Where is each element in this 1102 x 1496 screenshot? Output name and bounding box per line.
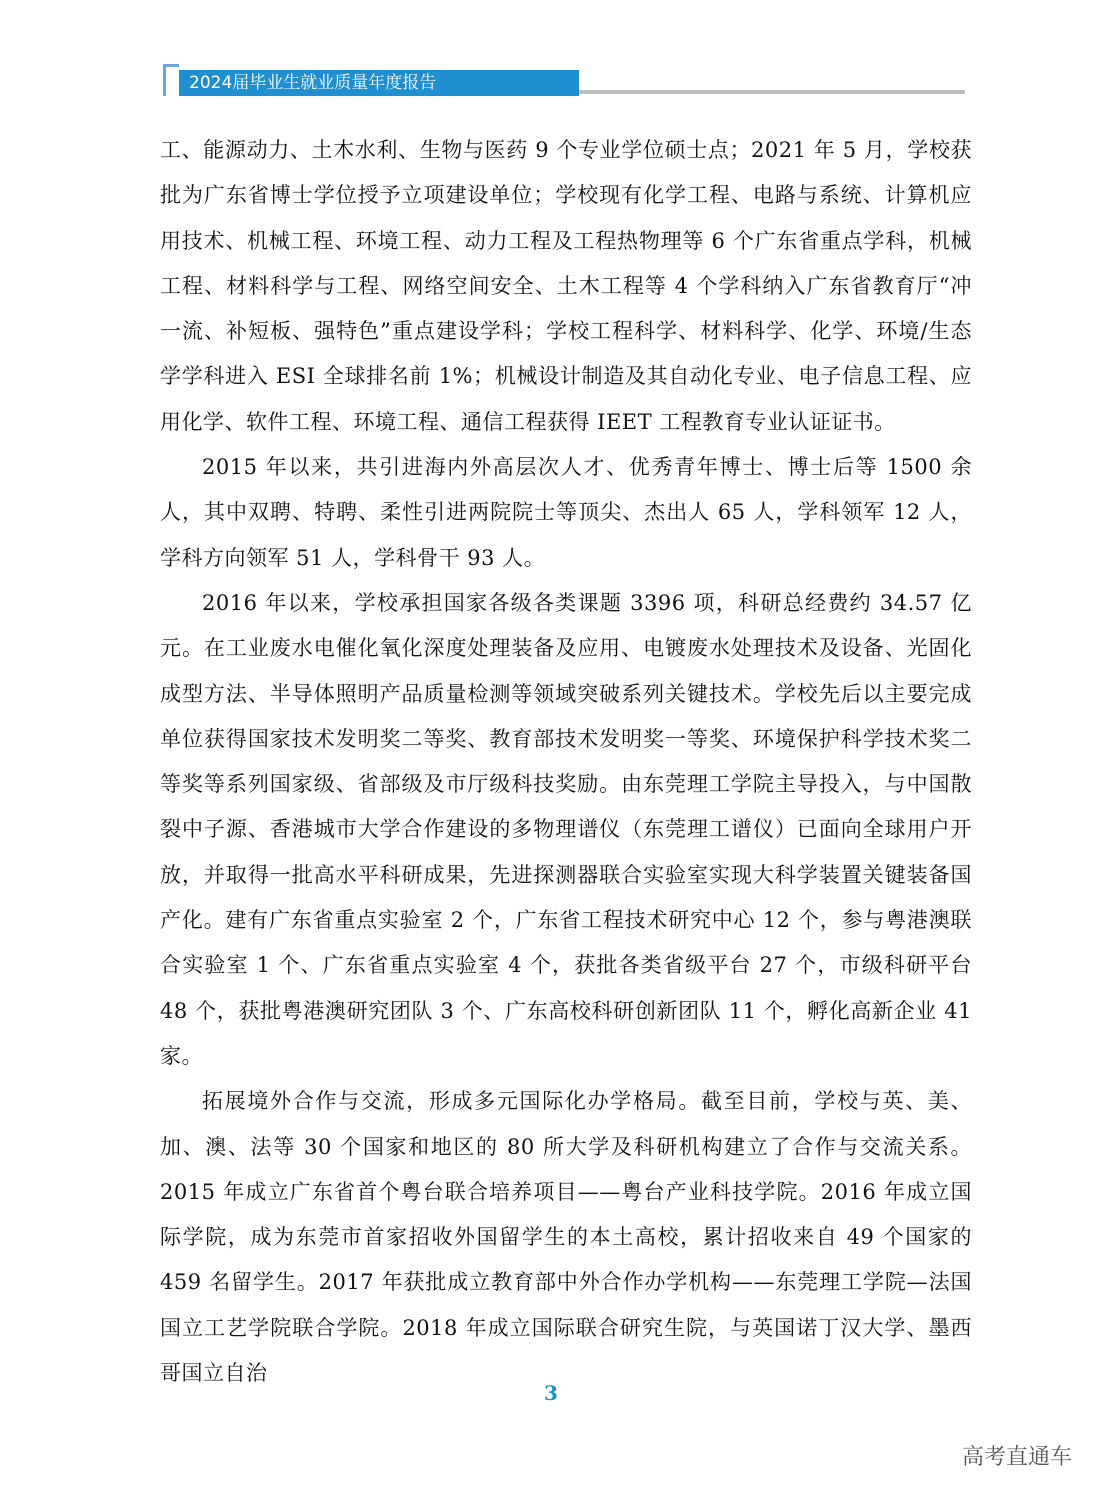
paragraph-disciplines: 工、能源动力、土木水利、生物与医药 9 个专业学位硕士点；2021 年 5 月，学校获批为广东省博士学位授予立项建设单位；学校现有化学工程、电路与系统、计算机应用技术、机械工程、环境工程、动力工程及工程热物理等 6 个广东省重点学科，机械工程、材料科学与工程、网络空间安全、土木工程等 4 个学科纳入广东省教育厅“冲一流、补短板、强特色”重点建设学科；学校工程科学、材料科学、化学、环境/生态学学科进入 ESI 全球排名前 1%；机械设计制造及其自动化专业、电子信息工程、应用化学、软件工程、环境工程、通信工程获得 IEET 工程教育专业认证证书。 xyxy=(160,138,972,434)
paragraph-international: 拓展境外合作与交流，形成多元国际化办学格局。截至目前，学校与英、美、加、澳、法等 30 个国家和地区的 80 所大学及科研机构建立了合作与交流关系。2015 年成立广东省首个粤台联合培养项目——粤台产业科技学院。2016 年成立国际学院，成为东莞市首家招收外国留学生的本土高校，累计招收来自 49 个国家的 459 名留学生。2017 年获批成立教育部中外合作办学机构——东莞理工学院—法国国立工艺学院联合学院。2018 年成立国际联合研究生院，与英国诺丁汉大学、墨西哥国立自治 xyxy=(160,1089,972,1386)
page-number: 3 xyxy=(544,1381,558,1405)
paragraph-talent: 2015 年以来，共引进海内外高层次人才、优秀青年博士、博士后等 1500 余人，其中双聘、特聘、柔性引进两院院士等顶尖、杰出人 65 人，学科领军 12 人，学科方向领军 51 人，学科骨干 93 人。 xyxy=(160,455,972,570)
paragraph-research: 2016 年以来，学校承担国家各级各类课题 3396 项，科研总经费约 34.57 亿元。在工业废水电催化氧化深度处理装备及应用、电镀废水处理技术及设备、光固化成型方法、半导体照明产品质量检测等领域突破系列关键技术。学校先后以主要完成单位获得国家技术发明奖二等奖、教育部技术发明奖一等奖、环境保护科学技术奖二等奖等系列国家级、省部级及市厅级科技奖励。由东莞理工学院主导投入，与中国散裂中子源、香港城市大学合作建设的多物理谱仪（东莞理工谱仪）已面向全球用户开放，并取得一批高水平科研成果，先进探测器联合实验室实现大科学装置关键装备国产化。建有广东省重点实验室 2 个，广东省工程技术研究中心 12 个，参与粤港澳联合实验室 1 个、广东省重点实验室 4 个，获批各类省级平台 27 个，市级科研平台 48 个，获批粤港澳研究团队 3 个、广东高校科研创新团队 11 个，孵化高新企业 41 家。 xyxy=(160,590,972,1068)
header-divider xyxy=(579,90,965,94)
report-header xyxy=(163,64,967,96)
report-title: 2024届毕业生就业质量年度报告 xyxy=(179,70,579,96)
header-corner-accent xyxy=(163,64,179,96)
source-watermark: 高考直通车 xyxy=(961,1445,1072,1470)
report-body xyxy=(160,128,972,1396)
